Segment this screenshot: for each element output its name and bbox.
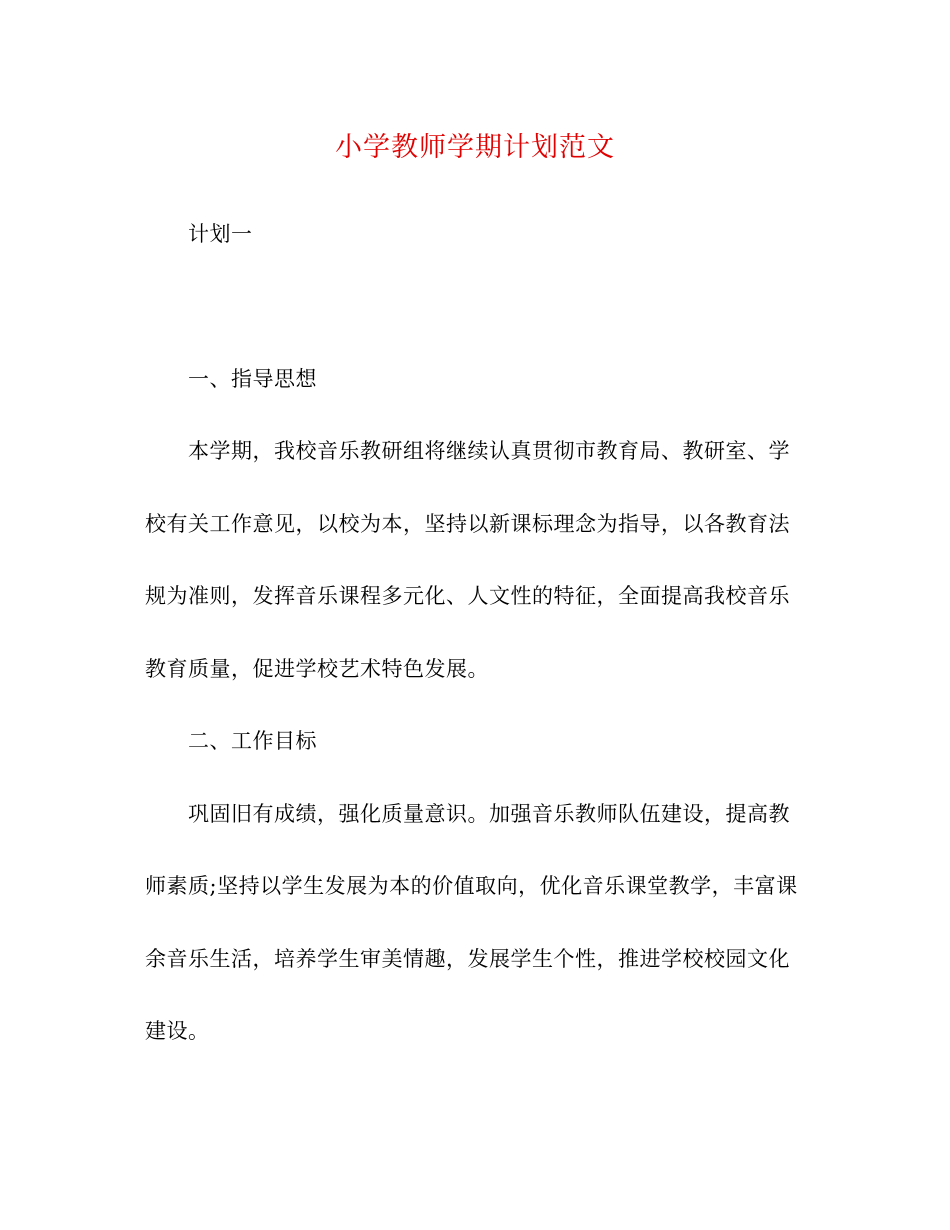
section-heading-work-goals: 二、工作目标 [188,729,317,753]
paragraph-line: 本学期，我校音乐教研组将继续认真贯彻市教育局、教研室、学 [188,439,790,463]
document-title: 小学教师学期计划范文 [335,132,615,163]
paragraph-line: 校有关工作意见，以校为本，坚持以新课标理念为指导，以各教育法 [145,512,790,536]
paragraph-line: 巩固旧有成绩，强化质量意识。加强音乐教师队伍建设，提高教 [188,802,790,826]
paragraph-line: 余音乐生活，培养学生审美情趣，发展学生个性，推进学校校园文化 [145,947,790,971]
paragraph-line: 规为准则，发挥音乐课程多元化、人文性的特征，全面提高我校音乐 [145,584,790,608]
plan-label: 计划一 [188,222,253,246]
section-heading-guiding-ideology: 一、指导思想 [188,367,317,391]
paragraph-line: 建设。 [145,1019,210,1043]
paragraph-line: 教育质量，促进学校艺术特色发展。 [145,657,489,681]
paragraph-line: 师素质;坚持以学生发展为本的价值取向，优化音乐课堂教学，丰富课 [145,874,798,898]
